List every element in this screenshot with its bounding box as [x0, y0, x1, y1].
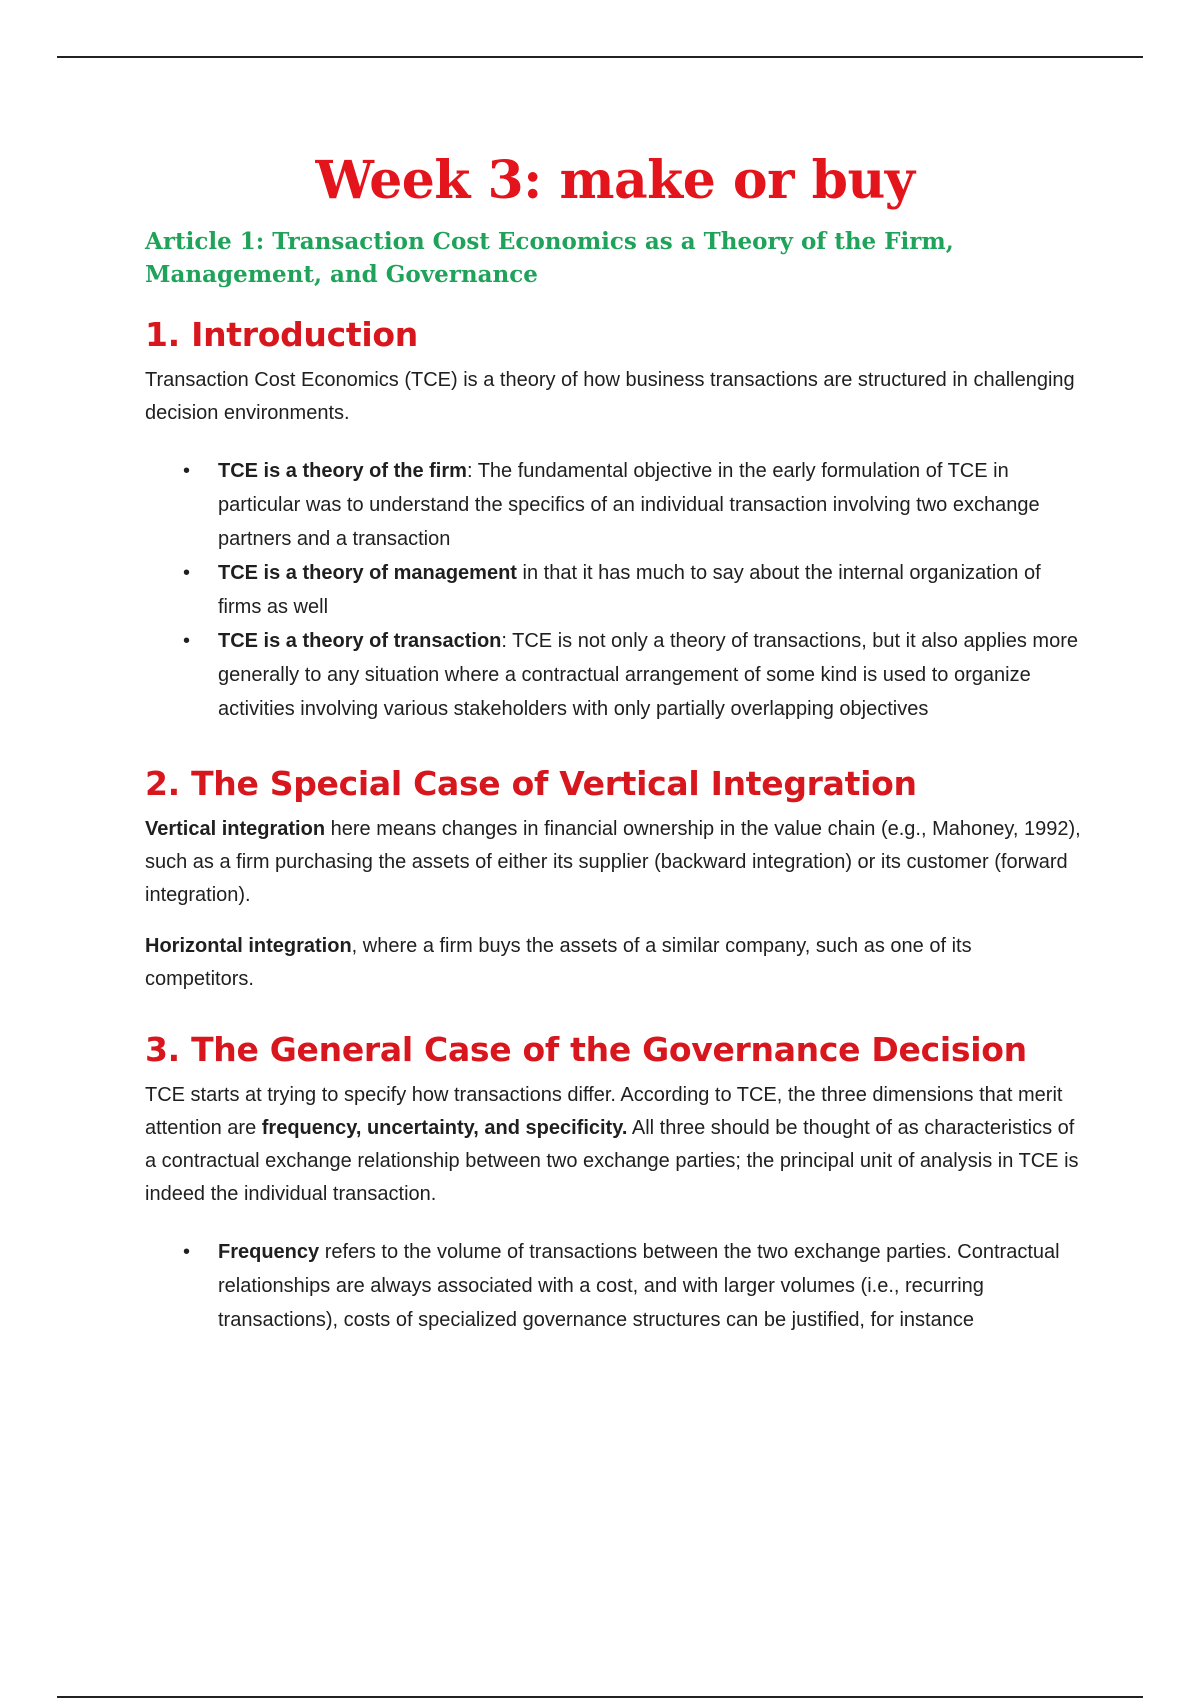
- horizontal-integration-paragraph: [145, 930, 1085, 996]
- list-item: [145, 556, 1085, 624]
- bottom-rule: [57, 1696, 1143, 1698]
- bullet-icon: •: [183, 562, 191, 584]
- term-vertical-integration: Vertical integration: [145, 818, 326, 840]
- governance-text-a: TCE starts at trying to specify how transactions differ. According to TCE, the three dimensions that merit attention are: [145, 1084, 1063, 1139]
- list-item: [145, 454, 1085, 556]
- governance-bullet-list: [145, 1235, 1085, 1337]
- article-heading: Article 1: Transaction Cost Economics as a Theory of the Firm, Management, and Governance: [145, 228, 954, 288]
- bullet-icon: •: [183, 1241, 191, 1263]
- horizontal-integration-text: , where a firm buys the assets of a similar company, such as one of its competitors.: [145, 935, 972, 990]
- section-heading-introduction: 1. Introduction: [145, 315, 418, 354]
- list-item: [145, 624, 1085, 726]
- vertical-integration-paragraph: [145, 813, 1085, 912]
- bullet-icon: •: [183, 460, 191, 482]
- intro-bullet-list: [145, 454, 1085, 726]
- bullet-text: in that it has much to say about the internal organization of firms as well: [218, 562, 1041, 618]
- governance-dimensions: frequency, uncertainty, and specificity.: [261, 1117, 628, 1139]
- governance-text-b: All three should be thought of as characteristics of a contractual exchange relationship between two exchange parties; the principal unit of analysis in TCE is indeed the individual transaction.: [145, 1117, 1079, 1205]
- governance-paragraph: [145, 1079, 1085, 1211]
- top-rule: [57, 56, 1143, 58]
- bullet-icon: •: [183, 630, 191, 652]
- section-heading-vertical-integration: 2. The Special Case of Vertical Integration: [145, 764, 917, 803]
- bullet-text: refers to the volume of transactions between the two exchange parties. Contractual relationships are always associated with a cost, and with larger volumes (i.e., recurring transactions), costs of specialized governance structures can be justified, for instance: [218, 1241, 1060, 1331]
- bullet-text: : TCE is not only a theory of transactions, but it also applies more generally to any situation where a contractual arrangement of some kind is used to organize activities involving various stakeholders with only partially overlapping objectives: [218, 630, 1078, 720]
- intro-paragraph: Transaction Cost Economics (TCE) is a theory of how business transactions are structured in challenging decision environments.: [145, 369, 1075, 424]
- document-title: Week 3: make or buy: [315, 150, 915, 211]
- list-item: [145, 1235, 1085, 1337]
- section-heading-governance-decision: 3. The General Case of the Governance Decision: [145, 1030, 1027, 1069]
- bullet-text: : The fundamental objective in the early formulation of TCE in particular was to understand the specifics of an individual transaction involving two exchange partners and a transaction: [218, 460, 1040, 550]
- bullet-term: Frequency: [218, 1241, 320, 1263]
- term-horizontal-integration: Horizontal integration: [145, 935, 352, 957]
- bullet-term: TCE is a theory of management: [218, 562, 517, 584]
- bullet-term: TCE is a theory of the firm: [218, 460, 467, 482]
- bullet-term: TCE is a theory of transaction: [218, 630, 502, 652]
- document-page: [145, 150, 1085, 1363]
- vertical-integration-text: here means changes in financial ownership in the value chain (e.g., Mahoney, 1992), such as a firm purchasing the assets of either its supplier (backward integration) or its customer (forward integration).: [145, 818, 1081, 906]
